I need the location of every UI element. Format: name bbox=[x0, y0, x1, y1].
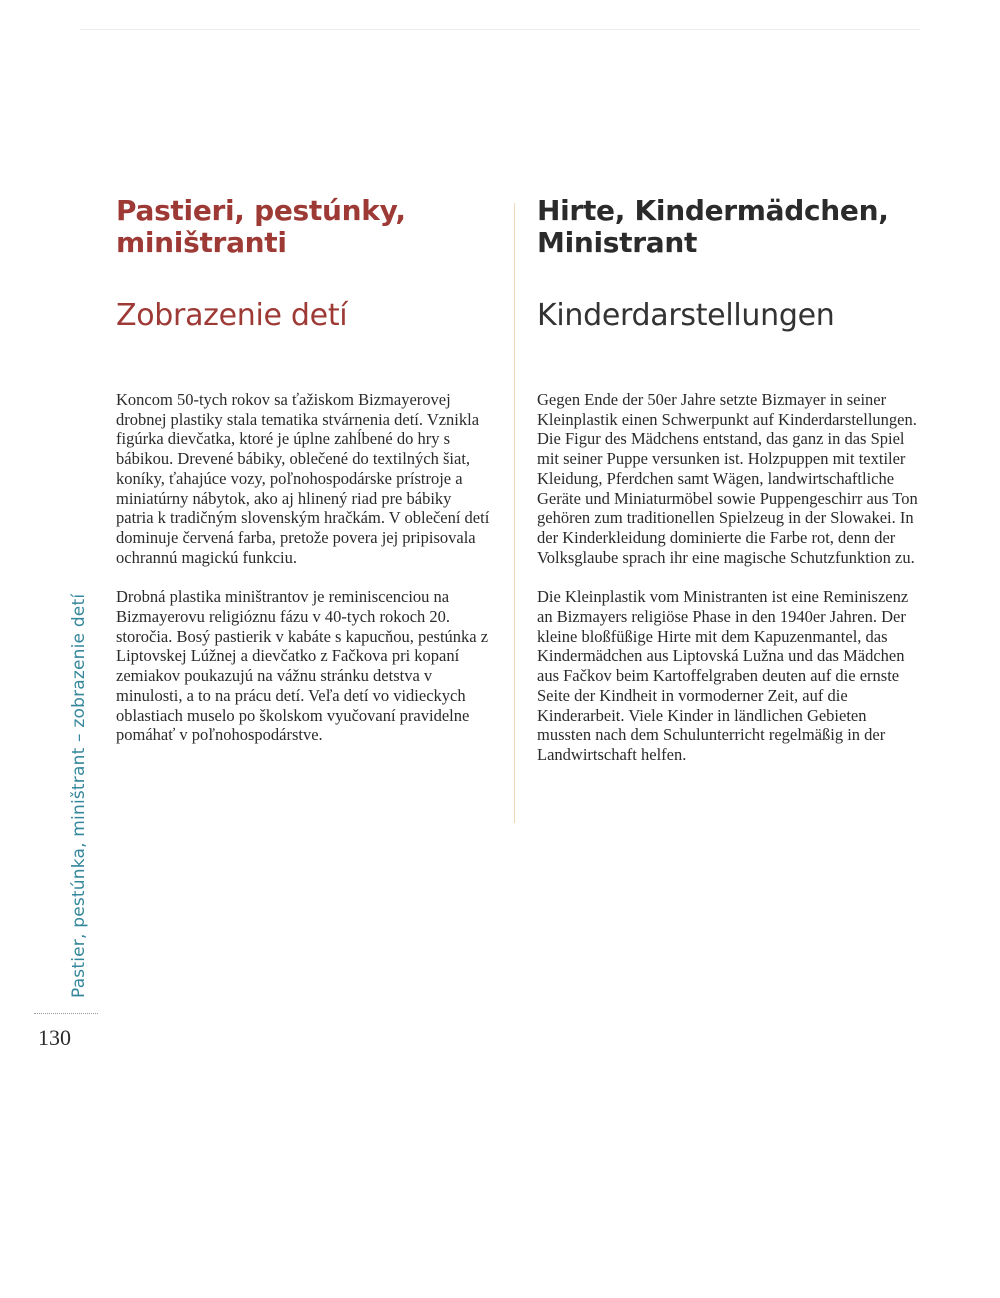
german-column bbox=[537, 194, 932, 764]
slovak-body bbox=[116, 390, 506, 765]
column-divider bbox=[514, 203, 515, 823]
german-body bbox=[537, 390, 932, 785]
slovak-title bbox=[116, 195, 506, 259]
slovak-title-line2: miništranti bbox=[116, 226, 287, 259]
slovak-title-line1: Pastieri, pestúnky, bbox=[116, 194, 406, 227]
page-number-rule bbox=[34, 1013, 98, 1014]
slovak-paragraph-2: Drobná plastika miništrantov je reminiscenciou na Bizmayerovu religióznu fázu v 40-tych rokoch 20. storočia. Bosý pastierik v kabáte s kapucňou, pestúnka z Liptovskej Lúžnej a dievčatko z Fačkova pri kopaní zemiakov poukazujú na vážnu stránku detstva v minulosti, a to na prácu detí. Veľa detí vo vidieckych oblastiach muselo po školskom vyučovaní pravidelne pomáhať v poľnohospodárstve. bbox=[116, 587, 489, 745]
running-title: Pastier, pestúnka, miništrant – zobrazenie detí bbox=[69, 593, 89, 998]
german-title-line1: Hirte, Kindermädchen, bbox=[537, 194, 889, 227]
german-paragraph-2: Die Kleinplastik vom Ministranten ist eine Reminiszenz an Bizmayers religiöse Phase in den 1940er Jahren. Der kleine bloßfüßige Hirte mit dem Kapuzenmantel, das Kindermädchen aus Liptovská Lužna und das Mädchen aus Fačkov beim Kartoffelgraben deuten auf die ernste Seite der Kindheit in vormoderner Zeit, auf die Kinderarbeit. Viele Kinder in ländlichen Gebieten mussten nach dem Schulunterricht regelmäßig in der Landwirtschaft helfen. bbox=[537, 587, 909, 764]
slovak-subtitle: Zobrazenie detí bbox=[116, 298, 348, 333]
german-paragraph-1: Gegen Ende der 50er Jahre setzte Bizmayer in seiner Kleinplastik einen Schwerpunkt auf Kinderdarstellungen. Die Figur des Mädchens entstand, das ganz in das Spiel mit seiner Puppe versunken ist. Holzpuppen mit textiler Kleidung, Pferdchen samt Wägen, landwirtschaftliche Geräte und Miniaturmöbel sowie Puppengeschirr aus Ton gehören zum traditionellen Spielzeug in der Slowakei. In der Kinderkleidung dominierte die Farbe rot, denn der Volksglaube sprach ihr eine magische Schutzfunktion zu. bbox=[537, 390, 918, 567]
slovak-paragraph-1: Koncom 50-tych rokov sa ťažiskom Bizmayerovej drobnej plastiky stala tematika stvárnenia detí. Vznikla figúrka dievčatka, ktoré je úplne zahĺbené do hry s bábikou. Drevené bábiky, oblečené do textilných šiat, koníky, ťahajúce vozy, poľnohospodárske prístroje a miniatúrny nábytok, ako aj hlinený riad pre bábiky patria k tradičným slovenským hračkám. V oblečení detí dominuje červená farba, pretože povera jej pripisovala ochrannú magickú funkciu. bbox=[116, 390, 490, 567]
slovak-column bbox=[116, 194, 506, 745]
german-title bbox=[537, 195, 932, 259]
top-rule bbox=[80, 29, 920, 30]
german-title-line2: Ministrant bbox=[537, 226, 698, 259]
page-number: 130 bbox=[38, 1025, 71, 1050]
german-subtitle: Kinderdarstellungen bbox=[537, 298, 835, 333]
